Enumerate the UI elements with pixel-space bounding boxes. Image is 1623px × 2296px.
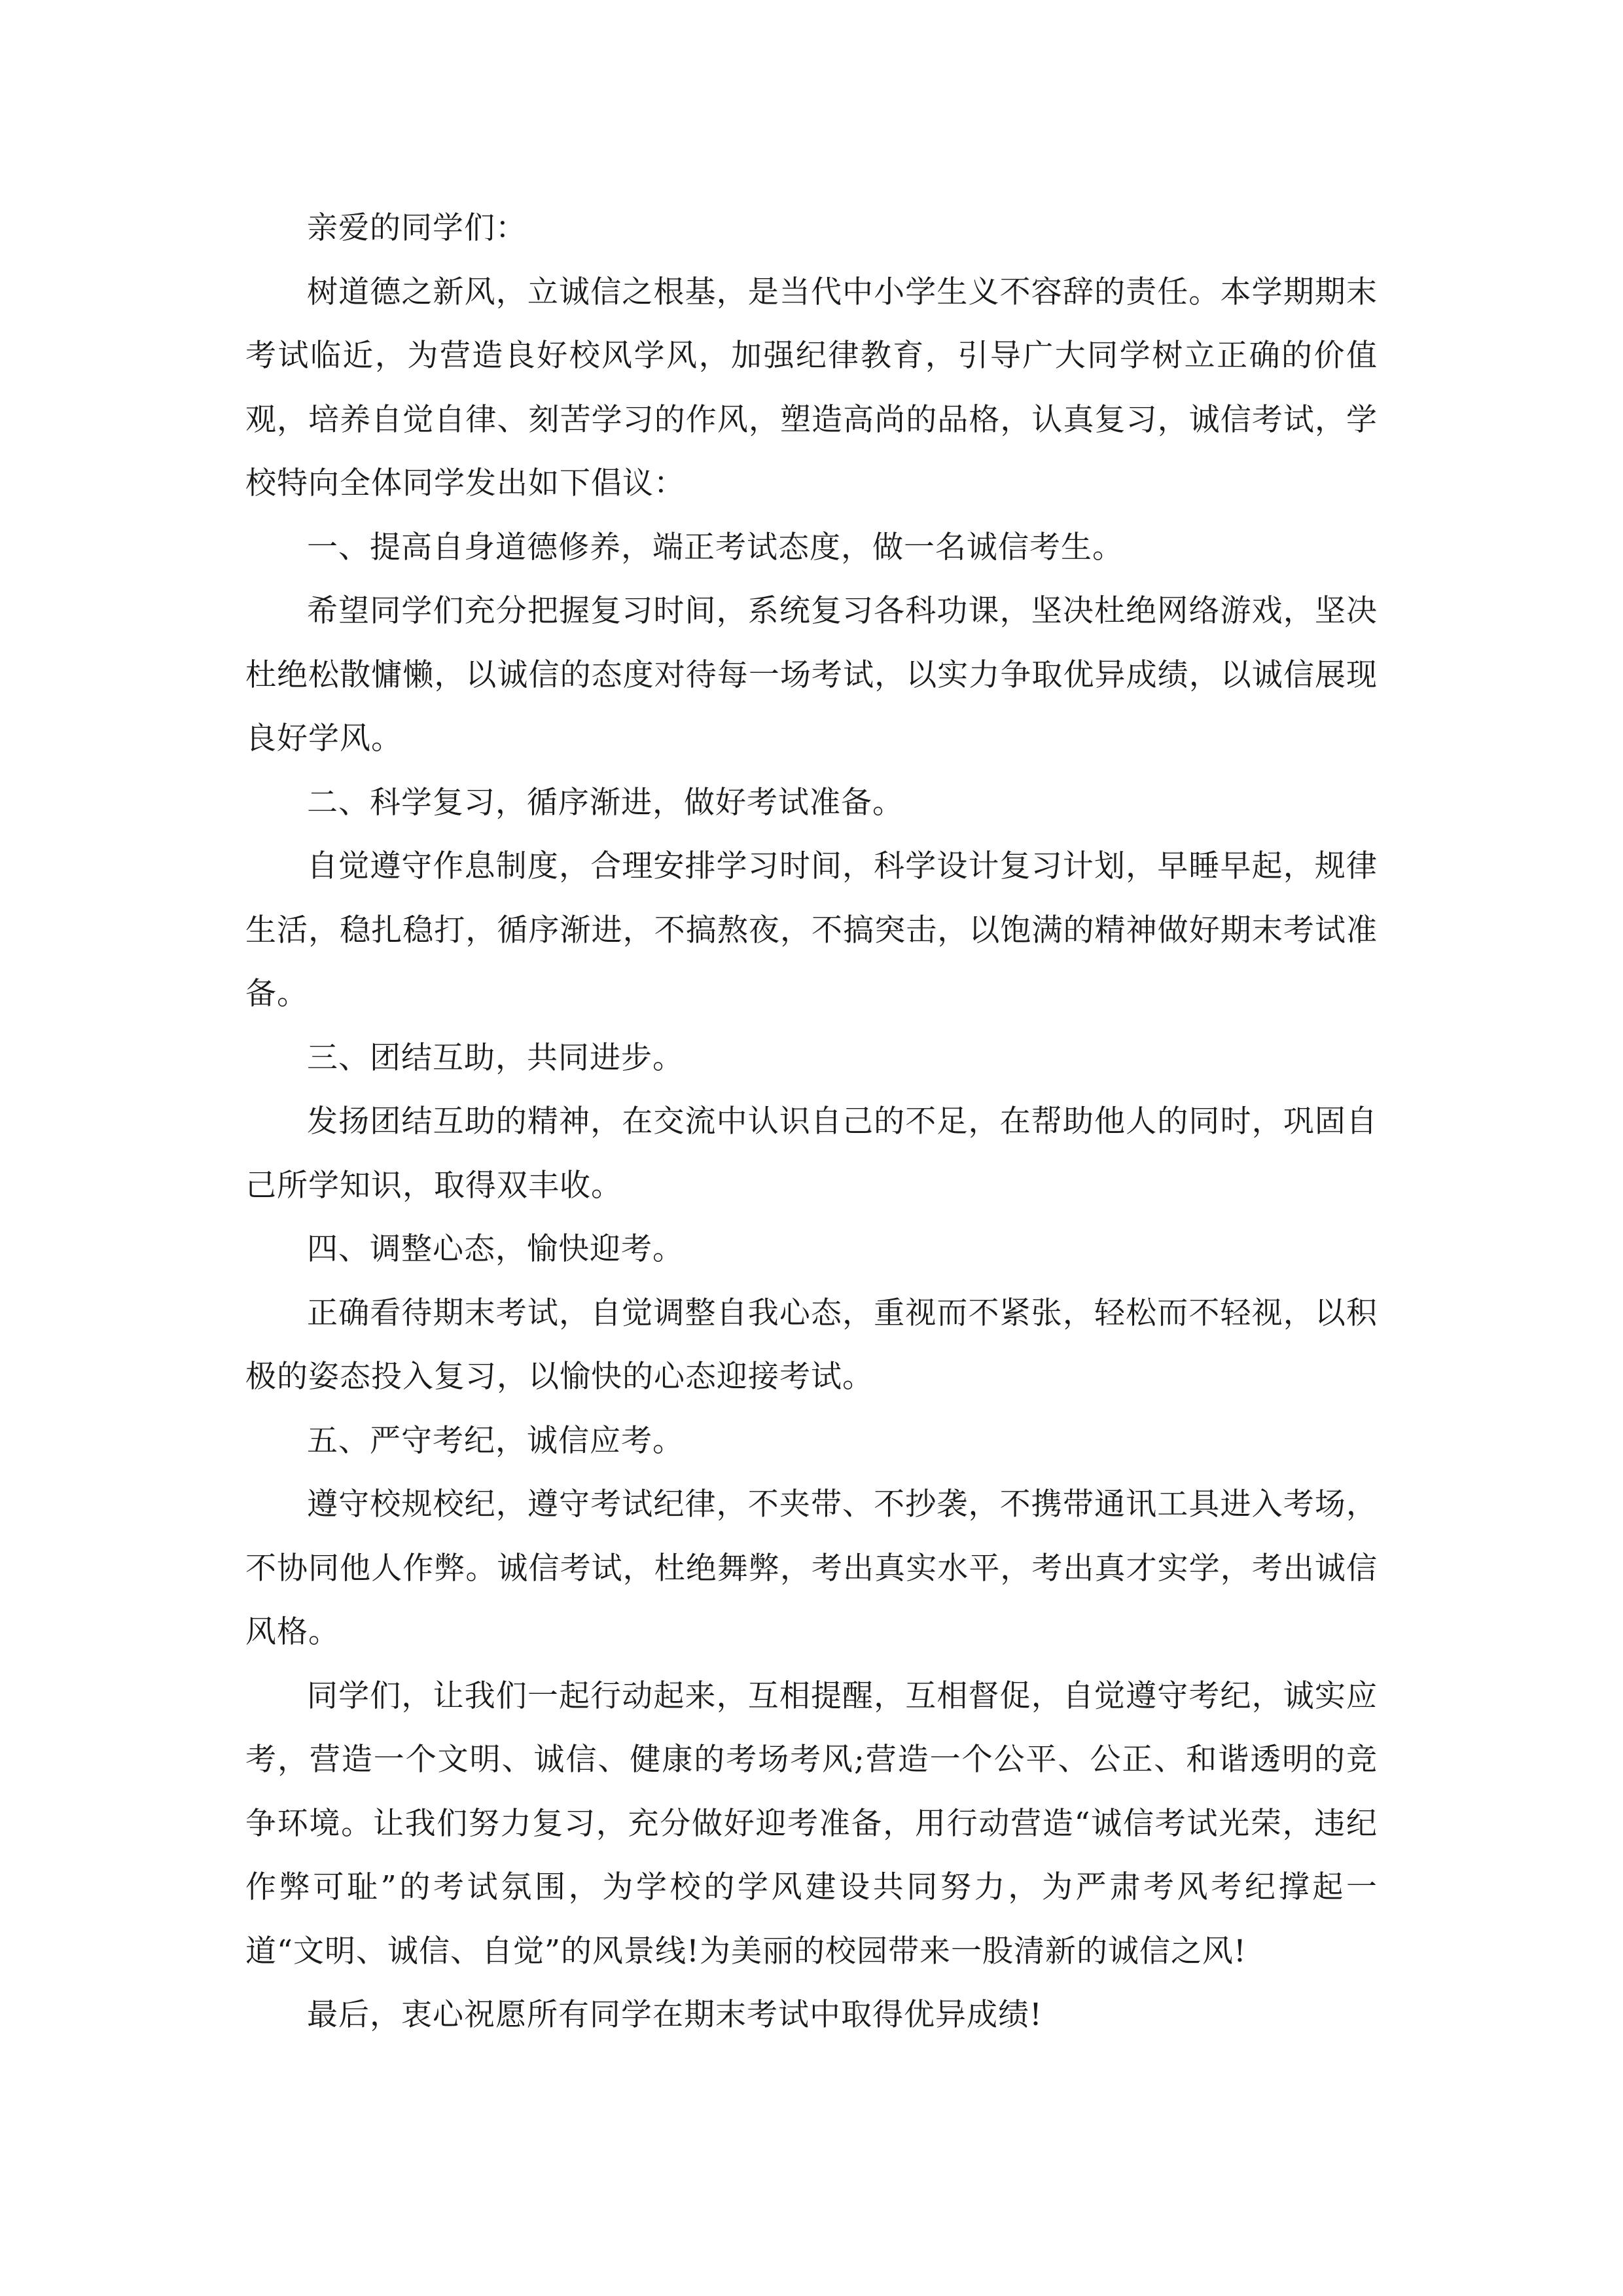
point-5-heading: 五、严守考纪，诚信应考。 — [307, 1422, 684, 1459]
point-1-body: 希望同学们充分把握复习时间，系统复习各科功课，坚决杜绝网络游戏，坚决杜绝松散慵懒，以诚信的态度对待每一场考试，以实力争取优异成绩，以诚信展现良好学风。 — [245, 593, 1378, 757]
intro-paragraph: 树道德之新风，立诚信之根基，是当代中小学生义不容辞的责任。本学期期末考试临近，为营造良好校风学风，加强纪律教育，引导广大同学树立正确的价值观，培养自觉自律、刻苦学习的作风，塑造高尚的品格，认真复习，诚信考试，学校特向全体同学发出如下倡议： — [245, 274, 1378, 501]
point-5-body: 遵守校规校纪，遵守考试纪律，不夹带、不抄袭，不携带通讯工具进入考场，不协同他人作弊。诚信考试，杜绝舞弊，考出真实水平，考出真才实学，考出诚信风格。 — [245, 1486, 1378, 1650]
point-2-heading: 二、科学复习，循序渐进，做好考试准备。 — [307, 784, 904, 821]
point-3-heading: 三、团结互助，共同进步。 — [307, 1039, 684, 1076]
closing-paragraph: 同学们，让我们一起行动起来，互相提醒，互相督促，自觉遵守考纪，诚实应考，营造一个文明、诚信、健康的考场考风;营造一个公平、公正、和谐透明的竞争环境。让我们努力复习，充分做好迎考准备，用行动营造“诚信考试光荣，违纪作弊可耻”的考试氛围，为学校的学风建设共同努力，为严肃考风考纪撑起一道“文明、诚信、自觉”的风景线!为美丽的校园带来一股清新的诚信之风! — [245, 1677, 1378, 1969]
salutation: 亲爱的同学们： — [307, 210, 527, 246]
point-2-body: 自觉遵守作息制度，合理安排学习时间，科学设计复习计划，早睡早起，规律生活，稳扎稳打，循序渐进，不搞熬夜，不搞突击，以饱满的精神做好期末考试准备。 — [245, 848, 1378, 1012]
point-1-heading: 一、提高自身道德修养，端正考试态度，做一名诚信考生。 — [307, 529, 1124, 565]
point-4-body: 正确看待期末考试，自觉调整自我心态，重视而不紧张，轻松而不轻视，以积极的姿态投入复习，以愉快的心态迎接考试。 — [245, 1295, 1378, 1395]
point-4-heading: 四、调整心态，愉快迎考。 — [307, 1231, 684, 1267]
point-3-body: 发扬团结互助的精神，在交流中认识自己的不足，在帮助他人的同时，巩固自己所学知识，取得双丰收。 — [245, 1103, 1378, 1204]
final-wish: 最后，衷心祝愿所有同学在期末考试中取得优异成绩! — [307, 1997, 1043, 2033]
letter-body — [245, 196, 1378, 2047]
